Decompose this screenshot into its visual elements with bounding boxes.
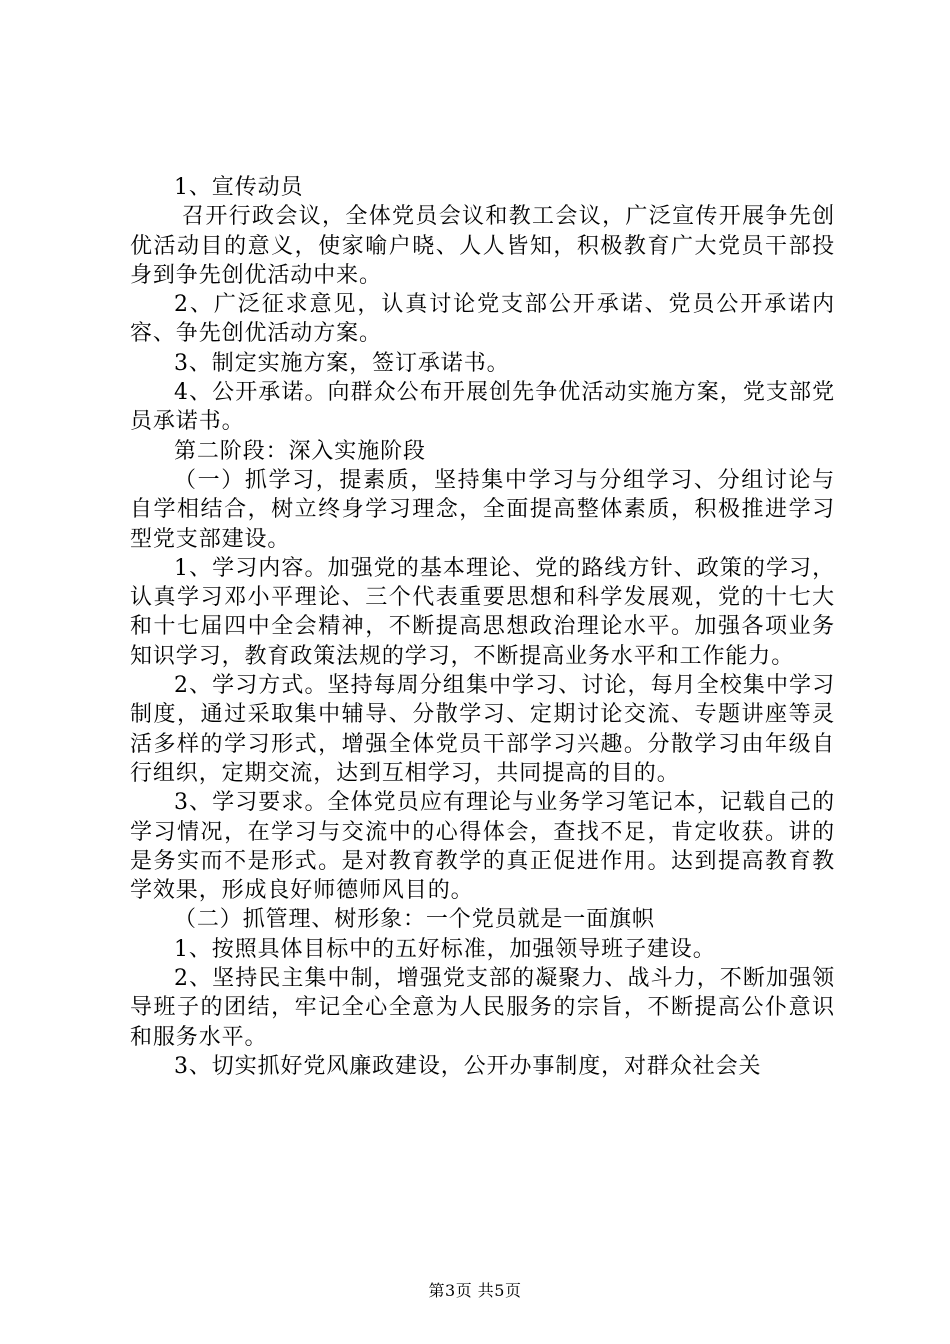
paragraph-management-3: 3、切实抓好党风廉政建设，公开办事制度，对群众社会关 <box>174 1053 762 1079</box>
paragraph-step-3: 3、制定实施方案，签订承诺书。 <box>174 350 510 376</box>
paragraph-step-4: 4、公开承诺。向群众公布开展创先争优活动实施方案，党支部党员承诺书。 <box>130 380 835 435</box>
page-footer: 第3页 共5页 <box>428 1281 522 1300</box>
paragraph-section-2-heading: （二）抓管理、树形象：一个党员就是一面旗帜 <box>174 907 655 933</box>
paragraph-step-2: 2、广泛征求意见，认真讨论党支部公开承诺、党员公开承诺内容、争先创优活动方案。 <box>130 292 835 347</box>
paragraph-step-1-heading: 1、宣传动员 <box>174 175 304 200</box>
paragraph-management-1: 1、按照具体目标中的五好标准，加强领导班子建设。 <box>174 936 716 962</box>
paragraph-step-1-body: 召开行政会议，全体党员会议和教工会议，广泛宣传开展争先创优活动目的意义，使家喻户晓、人人皆知，积极教育广大党员干部投身到争先创优活动中来。 <box>130 204 835 288</box>
document-body <box>130 173 835 1081</box>
paragraph-study-method: 2、学习方式。坚持每周分组集中学习、讨论，每月全校集中学习制度，通过采取集中辅导、分散学习、定期讨论交流、专题讲座等灵活多样的学习形式，增强全体党员干部学习兴趣。分散学习由年级自行组织，定期交流，达到互相学习，共同提高的目的。 <box>130 673 835 786</box>
paragraph-stage-2-heading: 第二阶段：深入实施阶段 <box>174 438 426 464</box>
paragraph-section-1-heading: （一）抓学习，提素质，坚持集中学习与分组学习、分组讨论与自学相结合，树立终身学习理念，全面提高整体素质，积极推进学习型党支部建设。 <box>130 467 835 552</box>
paragraph-study-requirement: 3、学习要求。全体党员应有理论与业务学习笔记本，记载自己的学习情况，在学习与交流中的心得体会，查找不足，肯定收获。讲的是务实而不是形式。是对教育教学的真正促进作用。达到提高教育教学效果，形成良好师德师风目的。 <box>130 790 835 904</box>
paragraph-study-content: 1、学习内容。加强党的基本理论、党的路线方针、政策的学习，认真学习邓小平理论、三个代表重要思想和科学发展观，党的十七大和十七届四中全会精神，不断提高思想政治理论水平。加强各项业务知识学习，教育政策法规的学习，不断提高业务水平和工作能力。 <box>130 555 835 669</box>
paragraph-management-2: 2、坚持民主集中制，增强党支部的凝聚力、战斗力，不断加强领导班子的团结，牢记全心全意为人民服务的宗旨，不断提高公仆意识和服务水平。 <box>130 966 835 1050</box>
